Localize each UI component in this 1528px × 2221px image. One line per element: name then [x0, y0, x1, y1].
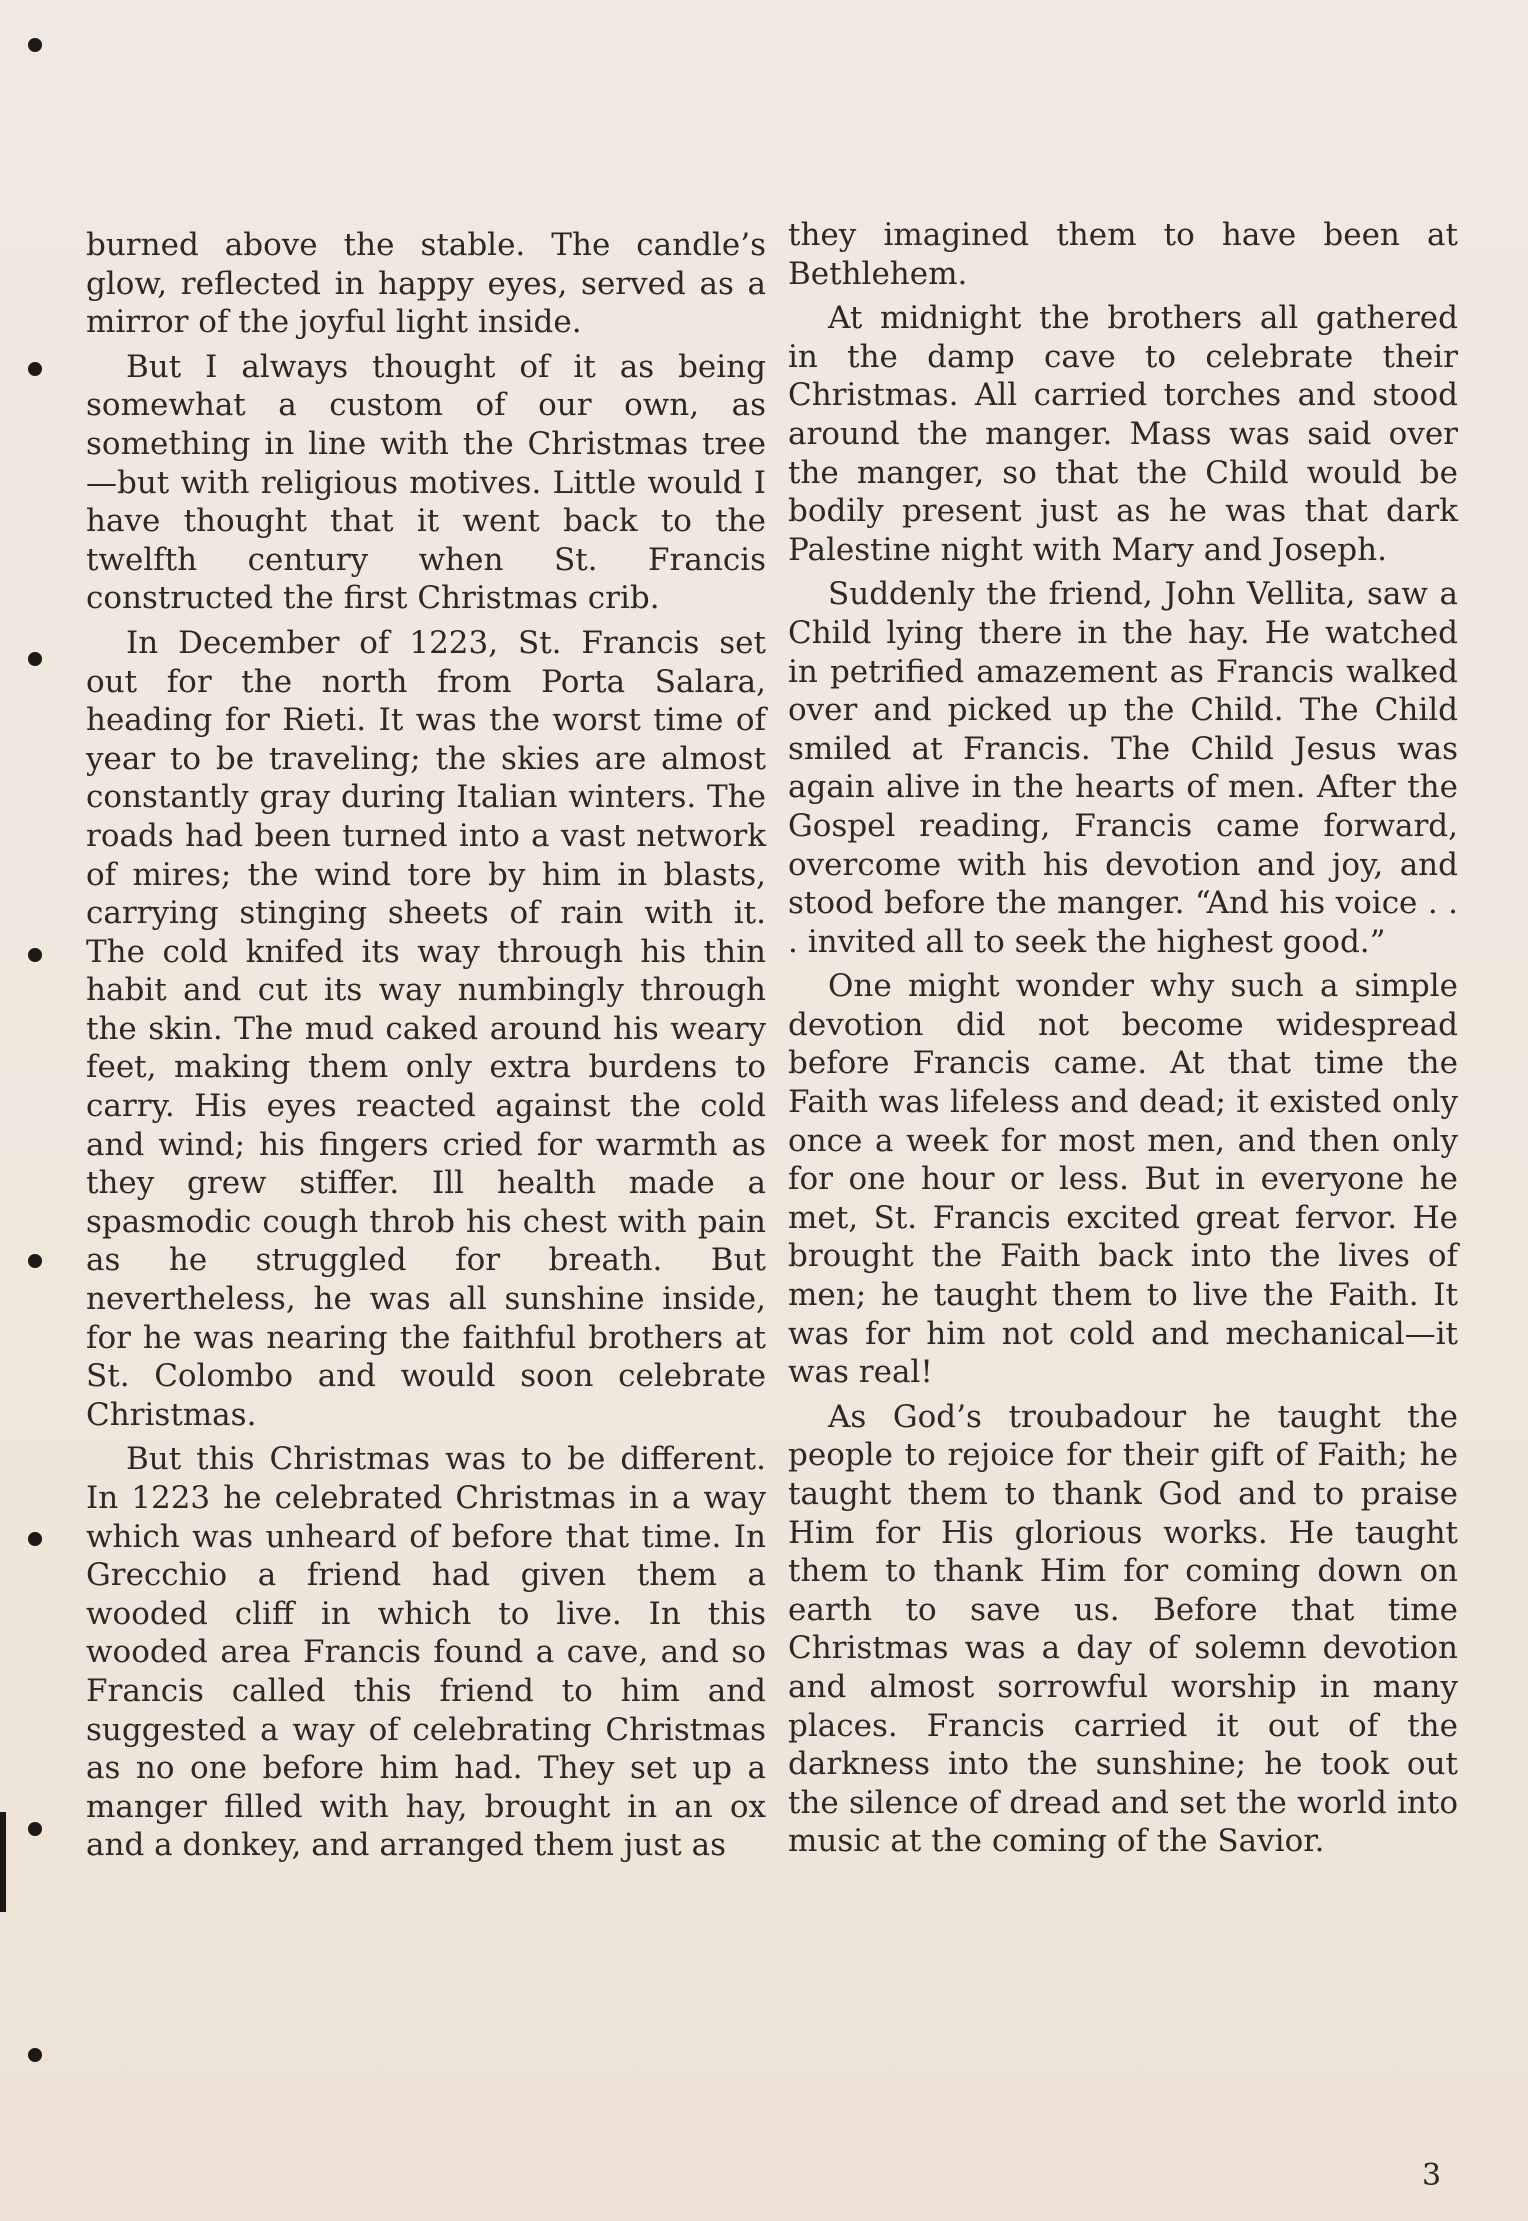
paragraph: Suddenly the friend, John Vellita, saw a Child lying there in the hay. He watched in petrified amazement as Francis walked over and picked up the Child. The Child smiled at Francis. The Child Jesus was again alive in the hearts of men. After the Gospel reading, Francis came forward, overcome with his devotion and joy, and stood before the manger. “And his voice . . . invited all to seek the highest good.”: [788, 576, 1458, 960]
paragraph: As God’s troubadour he taught the people to rejoice for their gift of Faith; he taught them to thank God and to praise Him for His glorious works. He taught them to thank Him for coming down on earth to save us. Before that time Christmas was a day of solemn devotion and almost sorrowful worship in many places. Francis carried it out of the darkness into the sunshine; he took out the silence of dread and set the world into music at the coming of the Savior.: [788, 1398, 1458, 1860]
binding-hole: [28, 38, 42, 52]
binding-hole: [28, 1532, 42, 1546]
binding-hole: [28, 652, 42, 666]
binding-hole: [28, 1254, 42, 1268]
left-column: [86, 226, 766, 1871]
binding-hole: [28, 362, 42, 376]
paragraph: But I always thought of it as being somewhat a custom of our own, as something in line with the Christmas tree—but with religious motives. Little would I have thought that it went back to the twelfth century when St. Francis constructed the first Christmas crib.: [86, 348, 766, 617]
paragraph: At midnight the brothers all gathered in the damp cave to celebrate their Christmas. All carried torches and stood around the manger. Mass was said over the manger, so that the Child would be bodily present just as he was that dark Palestine night with Mary and Joseph.: [788, 300, 1458, 568]
right-column: [788, 216, 1458, 1867]
paragraph: In December of 1223, St. Francis set out for the north from Porta Salara, heading for Rieti. It was the worst time of year to be traveling; the skies are almost constantly gray during Italian winters. The roads had been turned into a vast network of mires; the wind tore by him in blasts, carrying stinging sheets of rain with it. The cold knifed its way through his thin habit and cut its way numbingly through the skin. The mud caked around his weary feet, making them only extra burdens to carry. His eyes reacted against the cold and wind; his fingers cried for warmth as they grew stiffer. Ill health made a spasmodic cough throb his chest with pain as he struggled for breath. But nevertheless, he was all sunshine inside, for he was nearing the faithful brothers at St. Colombo and would soon celebrate Christmas.: [86, 624, 766, 1433]
paragraph: But this Christmas was to be different. In 1223 he celebrated Christmas in a way which was unheard of before that time. In Grecchio a friend had given them a wooded cliff in which to live. In this wooded area Francis found a cave, and so Francis called this friend to him and suggested a way of celebrating Christmas as no one before him had. They set up a manger filled with hay, brought in an ox and a donkey, and arranged them just as: [86, 1441, 766, 1864]
paragraph: they imagined them to have been at Bethlehem.: [788, 217, 1458, 292]
binding-hole: [28, 948, 42, 962]
page-number: 3: [1422, 2158, 1442, 2193]
binding-hole: [28, 1822, 42, 1836]
paragraph: burned above the stable. The candle’s glow, reflected in happy eyes, served as a mirror of the joyful light inside.: [86, 227, 766, 341]
paragraph: One might wonder why such a simple devotion did not become widespread before Francis came. At that time the Faith was lifeless and dead; it existed only once a week for most men, and then only for one hour or less. But in everyone he met, St. Francis excited great fervor. He brought the Faith back into the lives of men; he taught them to live the Faith. It was for him not cold and mechanical—it was real!: [788, 968, 1458, 1391]
binding-hole: [28, 2048, 42, 2062]
margin-mark: [0, 1812, 6, 1912]
